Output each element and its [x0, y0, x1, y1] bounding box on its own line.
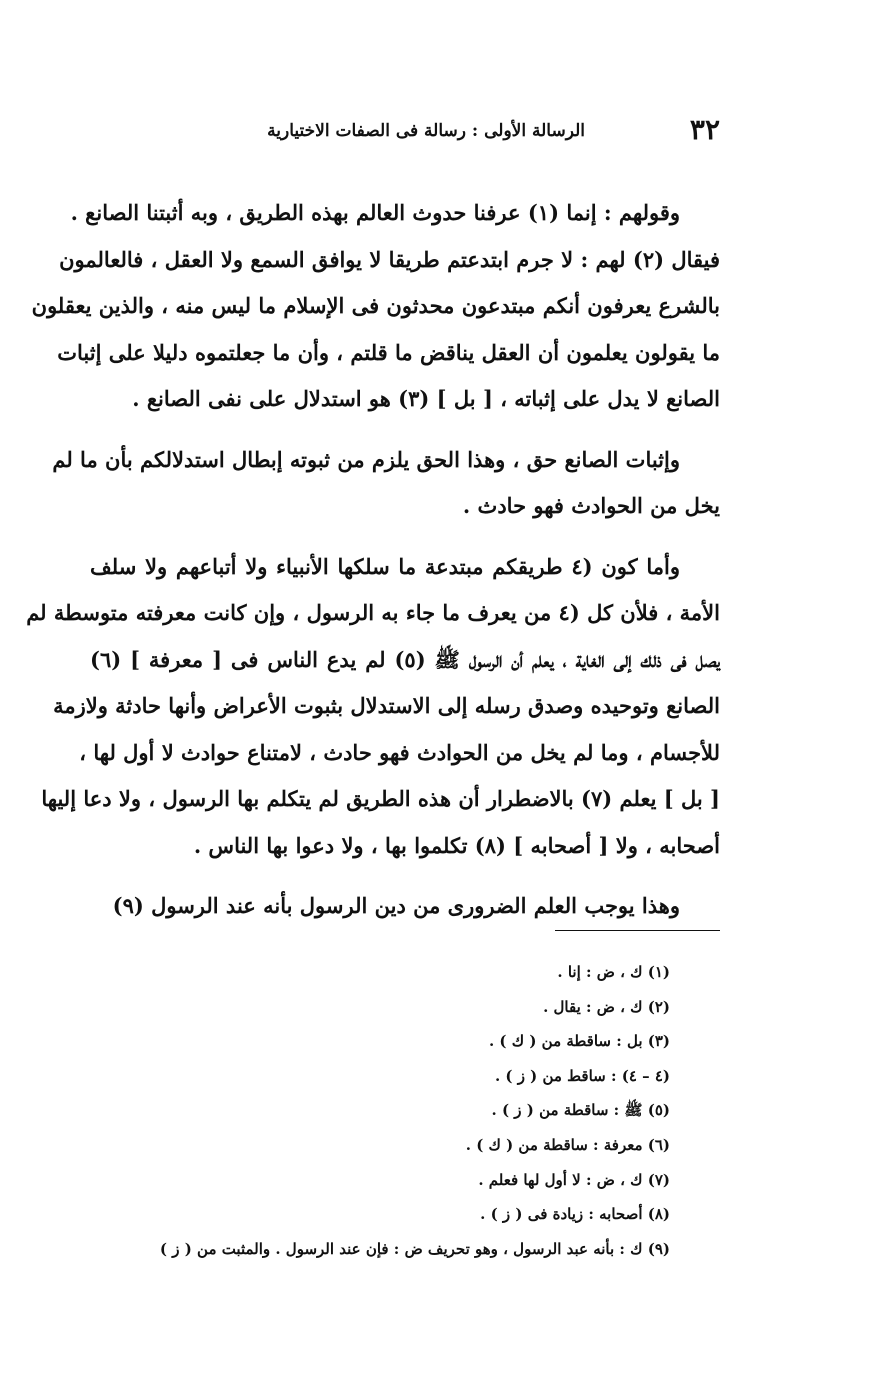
main-text — [26, 190, 720, 944]
text-line: الصانع وتوحيده وصدق رسله إلى الاستدلال بثبوت الأعراض وأنها حادثة ولازمة — [53, 693, 720, 718]
running-title: الرسالة الأولى : رسالة فى الصفات الاختيارية — [267, 121, 585, 141]
page-header — [250, 112, 720, 148]
text-line: يخل من الحوادث فهو حادث . — [462, 493, 720, 518]
text-line: وأما كون (٤ طريقكم مبتدعة ما سلكها الأنبياء ولا أتباعهم ولا سلف — [90, 553, 680, 579]
footnote: (٨) أصحابه : زيادة فى ( ز ) . — [480, 1205, 670, 1224]
footnote: (٢) ك ، ض : يقال . — [543, 997, 670, 1016]
footnote: (٥) ﷺ : ساقطة من ( ز ) . — [491, 1101, 670, 1120]
text-line: وإثبات الصانع حق ، وهذا الحق يلزم من ثبوته إبطال استدلالكم بأن ما لم — [52, 446, 680, 472]
text-line: يصل فى ذلك إلى الغاية ، يعلم أن الرسول ﷺ (٥) لم يدع الناس فى [ معرفة ] (٦) — [90, 646, 720, 672]
text-line: [ بل ] يعلم (٧) بالاضطرار أن هذه الطريق لم يتكلم بها الرسول ، ولا دعا إليها — [41, 786, 720, 811]
footnote: (٦) معرفة : ساقطة من ( ك ) . — [465, 1135, 670, 1154]
text-line: وقولهم : إنما (١) عرفنا حدوث العالم بهذه الطريق ، وبه أثبتنا الصانع . — [70, 200, 680, 225]
footnote: (٧) ك ، ض : لا أول لها فعلم . — [478, 1170, 670, 1189]
text-line: فيقال (٢) لهم : لا جرم ابتدعتم طريقا لا يوافق السمع ولا العقل ، فالعالمون — [59, 246, 720, 272]
text-line: وهذا يوجب العلم الضرورى من دين الرسول بأنه عند الرسول (٩) — [112, 893, 680, 918]
text-line: للأجسام ، وما لم يخل من الحوادث فهو حادث ، لامتناع حوادث لا أول لها ، — [79, 739, 720, 765]
paragraph — [31, 190, 720, 423]
footnotes — [90, 955, 670, 1266]
text-line: ما يقولون يعلمون أن العقل يناقض ما قلتم ، وأن ما جعلتموه دليلا على إثبات — [57, 339, 720, 365]
text-line: الصانع لا يدل على إثباته ، [ بل ] (٣) هو استدلال على نفى الصانع . — [132, 386, 720, 411]
footnote: (٣) بل : ساقطة من ( ك ) . — [488, 1032, 670, 1051]
footnote: (١) ك ، ض : إنا . — [557, 963, 670, 981]
footnote: (٤ – ٤) : ساقط من ( ز ) . — [494, 1066, 670, 1085]
text-line: بالشرع يعرفون أنكم مبتدعون محدثون فى الإسلام ما ليس منه ، والذين يعقلون — [31, 293, 720, 318]
text-line: أصحابه ، ولا [ أصحابه ] (٨) تكلموا بها ، ولا دعوا بها الناس . — [193, 832, 720, 858]
text-line: الأمة ، فلأن كل (٤ من يعرف ما جاء به الرسول ، وإن كانت معرفته متوسطة لم — [26, 600, 720, 625]
page-number: ٣٢ — [689, 113, 720, 146]
footnote: (٩) ك : بأنه عبد الرسول ، وهو تحريف ض : فإن عند الرسول . والمثبت من ( ز ) — [159, 1239, 670, 1258]
paragraph — [52, 437, 720, 530]
footnote-separator — [555, 930, 720, 931]
paragraph — [90, 883, 720, 930]
paragraph — [26, 544, 720, 870]
